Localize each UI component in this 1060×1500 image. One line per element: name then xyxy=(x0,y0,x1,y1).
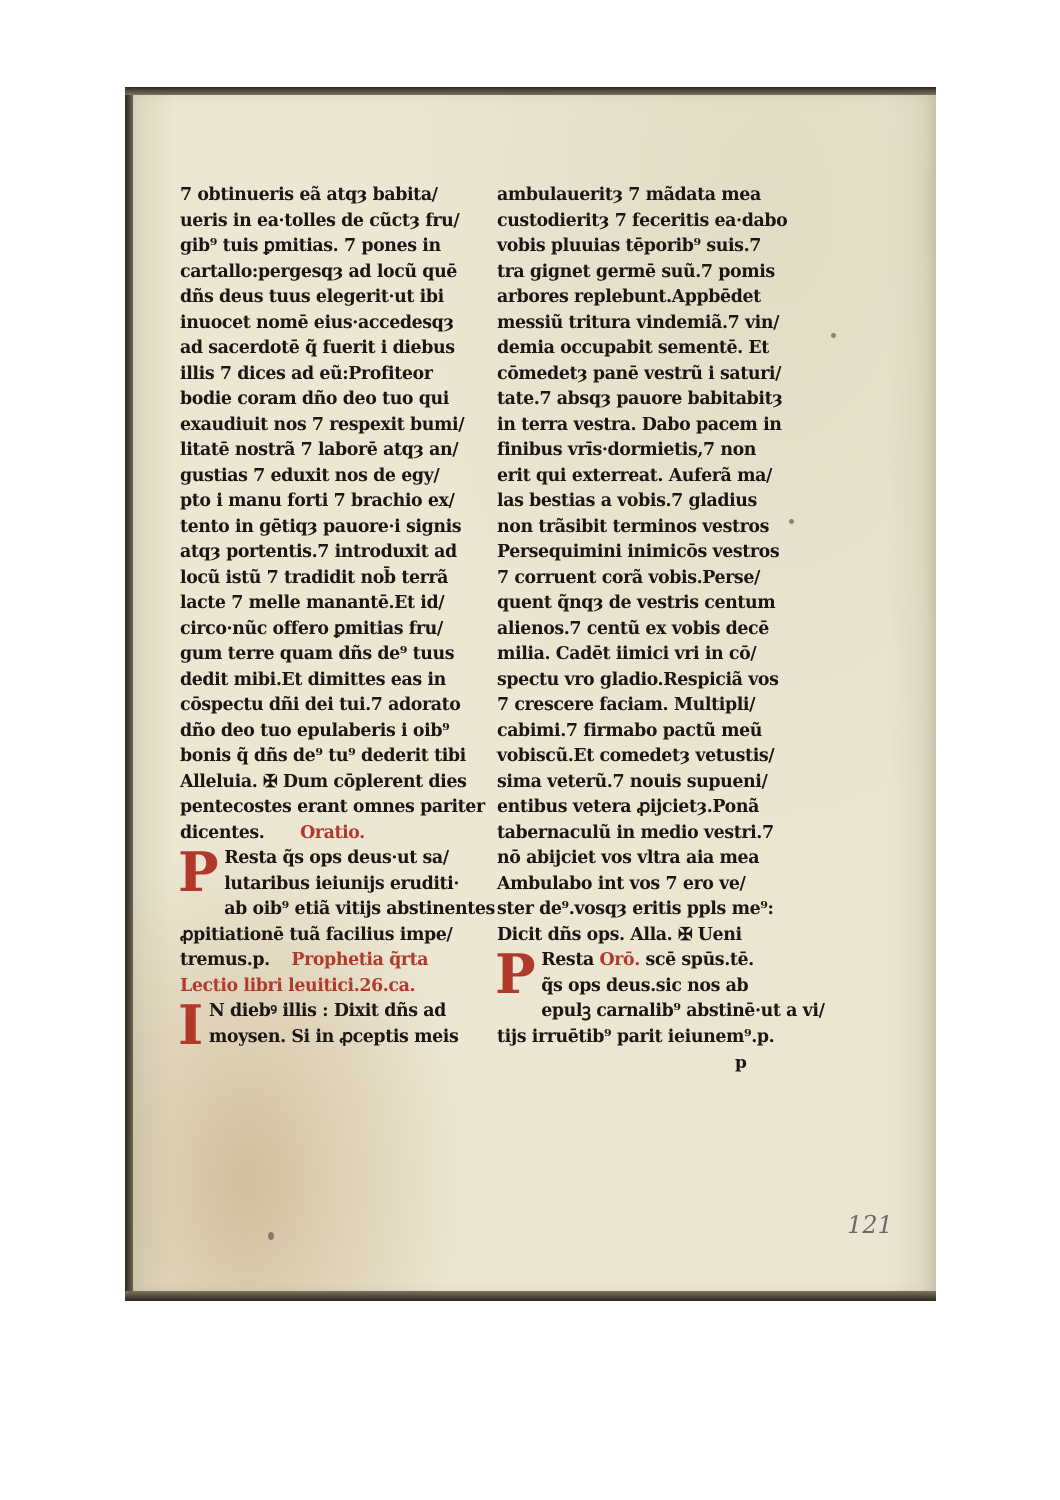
prayer-line: lutaribus ieiunijs eruditi· xyxy=(224,873,460,894)
left-lectio xyxy=(178,993,470,1057)
prayer-line: Resta xyxy=(541,950,594,970)
text-line: dedit mibi.Et dimittes eas in xyxy=(180,669,446,690)
text-line: custodieritȝ 7 feceritis ea·dabo xyxy=(497,210,788,231)
text-line: in terra vestra. Dabo pacem in xyxy=(497,414,782,435)
text-line: gib⁹ tuis ꝑmitias. 7 pones in xyxy=(180,236,441,256)
oratio-label: Oratio. xyxy=(300,822,365,843)
text-line: tra gignet germē suũ.7 pomis xyxy=(497,261,775,282)
text-line: sima veterũ.7 nouis supueni/ xyxy=(497,771,768,792)
decorated-initial-i: I xyxy=(178,993,203,1057)
text-line: erit qui exterreat. Auferã ma/ xyxy=(497,465,772,486)
text-line: ad sacerdotē q̃ fuerit i diebus xyxy=(180,338,455,358)
text-line: atqȝ portentis.7 introduxit ad xyxy=(180,542,457,562)
lectio-line: moysen. Si in ꝓceptis meis xyxy=(208,1026,459,1047)
text-line: messiũ tritura vindemiã.7 vin/ xyxy=(497,312,780,333)
prayer-line: Resta q̃s ops deus·ut sa/ xyxy=(224,848,449,868)
text-line: dño deo tuo epulaberis i oib⁹ xyxy=(180,720,450,741)
text-line: pto i manu forti 7 brachio ex/ xyxy=(180,491,455,511)
text-line: cabimi.7 firmabo pactũ meũ xyxy=(497,720,763,741)
prayer-line: ab oib⁹ etiã vitijs abstinentes xyxy=(224,899,495,919)
text-line: 7 crescere faciam. Multipli/ xyxy=(497,695,756,715)
decorated-initial-p: P xyxy=(178,840,219,904)
text-line: Ambulabo int vos 7 ero ve/ xyxy=(497,873,746,894)
text-line: milia. Cadēt iimici vri in cō/ xyxy=(497,644,757,664)
text-line: bodie coram dño deo tuo qui xyxy=(180,389,449,409)
text-line: 7 obtinueris eã atqȝ babita/ xyxy=(180,185,438,205)
text-line: locũ istũ 7 tradidit nob̄ terrã xyxy=(180,567,449,588)
text-line: quent q̃nqȝ de vestris centum xyxy=(497,593,776,613)
text-line: illis 7 dices ad eũ:Profiteor xyxy=(180,363,433,384)
paper-speck xyxy=(268,1232,274,1240)
text-line: dñs deus tuus elegerit·ut ibi xyxy=(180,287,444,307)
text-line: exaudiuit nos 7 respexit bumi/ xyxy=(180,414,465,435)
text-line: las bestias a vobis.7 gladius xyxy=(497,491,757,511)
page-edge-top xyxy=(125,87,936,95)
paper-speck xyxy=(831,333,836,338)
left-prayer xyxy=(178,840,495,948)
oro-label: Orō. xyxy=(599,950,640,970)
left-column xyxy=(178,183,495,1057)
prophetia-label: tremus.p. Prophetia q̃rta xyxy=(180,950,429,970)
text-line: demia occupabit sementē. Et xyxy=(497,338,769,358)
text-line: cōspectu dñi dei tui.7 adorato xyxy=(180,695,461,715)
paper-speck xyxy=(789,519,794,524)
text-line: gum terre quam dñs de⁹ tuus xyxy=(180,644,455,664)
page-edge-bottom xyxy=(125,1291,936,1301)
right-prayer-first-line xyxy=(497,948,787,974)
right-prayer xyxy=(495,942,825,1050)
text-line: dicentes. xyxy=(180,822,265,843)
text-line: vobiscũ.Et comedetȝ vetustis/ xyxy=(497,746,775,766)
text-line: entibus vetera ꝓijcietȝ.Ponã xyxy=(497,797,759,817)
text-line: pentecostes erant omnes pariter xyxy=(180,797,485,817)
text-line: Alleluia. ✠ Dum cōplerent dies xyxy=(180,771,467,792)
right-column-lines xyxy=(497,183,787,948)
text-line: bonis q̃ dñs de⁹ tu⁹ dederit tibi xyxy=(180,746,466,766)
text-line: inuocet nomē eius·accedesqȝ xyxy=(180,312,454,333)
folio-number: 121 xyxy=(847,1211,893,1239)
text-line: cartallo:pergesqȝ ad locũ quē xyxy=(180,261,457,282)
text-line: cōmedetȝ panē vestrũ i saturi/ xyxy=(497,363,782,384)
text-line: nō abijciet vos vltra aia mea xyxy=(497,848,760,868)
right-prayer-tail: scē spūs.tē. xyxy=(645,950,754,970)
decorated-initial-p-right: P xyxy=(495,942,536,1006)
text-line: non trãsibit terminos vestros xyxy=(497,516,769,537)
text-line: alienos.7 centũ ex vobis decē xyxy=(497,618,769,639)
text-line: 7 corruent corã vobis.Perse/ xyxy=(497,567,760,588)
text-line: ambulaueritȝ 7 mãdata mea xyxy=(497,185,761,205)
prayer-line: tijs irruētib⁹ parit ieiunem⁹.p. xyxy=(497,1026,775,1047)
prayer-line: ꝓpitiationē tuã facilius impe/ xyxy=(180,924,453,945)
text-line: ueris in ea·tolles de cũctȝ fru/ xyxy=(180,210,460,231)
text-line: litatē nostrã 7 laborē atqȝ an/ xyxy=(180,440,459,460)
text-line: gustias 7 eduxit nos de egy/ xyxy=(180,465,440,486)
prayer-line: q̃s ops deus.sic nos ab xyxy=(541,975,749,996)
page-edge-left xyxy=(125,87,133,1301)
text-line: tabernaculũ in medio vestri.7 xyxy=(497,822,774,843)
text-line: ster de⁹.vosqȝ eritis ppls me⁹: xyxy=(497,899,774,919)
right-column xyxy=(495,183,825,1050)
prayer-line: tremus.p. xyxy=(180,950,270,970)
page-scan xyxy=(125,87,936,1301)
text-line: Persequimini inimicōs vestros xyxy=(497,542,780,562)
text-line: finibus vrīs·dormietis,7 non xyxy=(497,440,757,460)
text-line: spectu vro gladio.Respiciã vos xyxy=(497,669,779,690)
lectio-line: N diebꝰ illis : Dixit dñs ad xyxy=(208,1001,446,1021)
text-line: circo·nũc offero ꝑmitias fru/ xyxy=(180,618,443,639)
oratio-line xyxy=(180,821,470,847)
text-line: tate.7 absqȝ pauore babitabitȝ xyxy=(497,389,783,409)
prayer-line: epulꝫ carnalib⁹ abstinē·ut a vi/ xyxy=(541,1001,825,1021)
catchword: p xyxy=(735,1053,747,1073)
text-line: tento in gētiqȝ pauore·i signis xyxy=(180,516,462,537)
lectio-label: Lectio libri leuitici.26.ca. xyxy=(180,975,416,996)
text-line: lacte 7 melle manantē.Et id/ xyxy=(180,593,445,613)
text-line: arbores replebunt.Appbēdet xyxy=(497,287,761,307)
text-line: vobis pluuias tēporib⁹ suis.7 xyxy=(497,236,761,256)
text-line: Dicit dñs ops. Alla. ✠ Ueni xyxy=(497,924,742,945)
left-column-lines xyxy=(180,183,485,821)
